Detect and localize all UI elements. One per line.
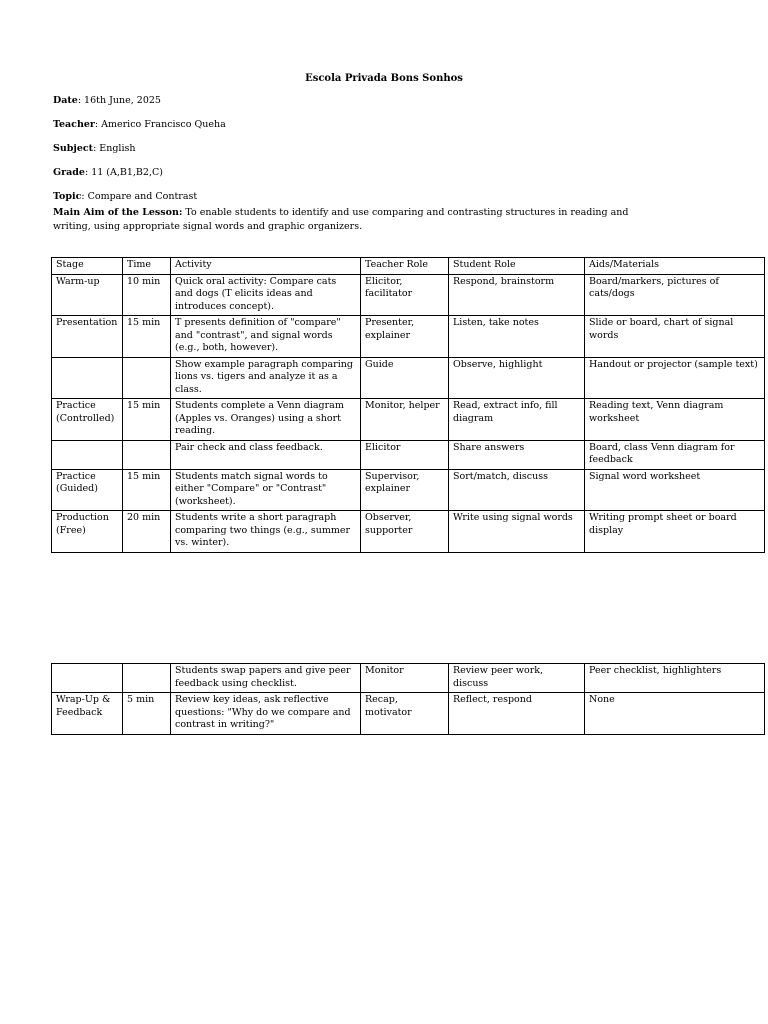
cell-stage: Practice (Controlled) bbox=[52, 399, 123, 441]
date-label: Date bbox=[53, 95, 78, 106]
cell-aids: Reading text, Venn diagram worksheet bbox=[585, 399, 765, 441]
table-row bbox=[52, 357, 765, 399]
teacher-value: : Americo Francisco Queha bbox=[94, 119, 226, 130]
cell-stage: Stage bbox=[52, 258, 123, 275]
cell-stage: Wrap-Up & Feedback bbox=[52, 693, 123, 735]
grade-value: : 11 (A,B1,B2,C) bbox=[84, 167, 163, 178]
cell-time: 15 min bbox=[123, 316, 171, 358]
cell-teacher-role: Guide bbox=[361, 357, 449, 399]
cell-teacher-role: Elicitor, facilitator bbox=[361, 274, 449, 316]
cell-activity: Show example paragraph comparing lions vs. tigers and analyze it as a class. bbox=[171, 357, 361, 399]
table-row bbox=[52, 440, 765, 469]
date-value: : 16th June, 2025 bbox=[77, 95, 161, 106]
cell-teacher-role: Teacher Role bbox=[361, 258, 449, 275]
cell-student-role: Student Role bbox=[449, 258, 585, 275]
table-row bbox=[52, 469, 765, 511]
cell-student-role: Sort/match, discuss bbox=[449, 469, 585, 511]
cell-student-role: Reflect, respond bbox=[449, 693, 585, 735]
table-row bbox=[52, 664, 765, 693]
aim-label: Main Aim of the Lesson: bbox=[53, 207, 183, 218]
cell-aids: Aids/Materials bbox=[585, 258, 765, 275]
topic-field bbox=[53, 191, 197, 203]
cell-teacher-role: Recap, motivator bbox=[361, 693, 449, 735]
table-row bbox=[52, 511, 765, 553]
topic-label: Topic bbox=[53, 191, 82, 202]
cell-aids: Signal word worksheet bbox=[585, 469, 765, 511]
cell-student-role: Listen, take notes bbox=[449, 316, 585, 358]
cell-stage bbox=[52, 357, 123, 399]
cell-aids: Writing prompt sheet or board display bbox=[585, 511, 765, 553]
subject-field bbox=[53, 143, 136, 155]
cell-stage: Warm-up bbox=[52, 274, 123, 316]
cell-teacher-role: Presenter, explainer bbox=[361, 316, 449, 358]
table-row bbox=[52, 274, 765, 316]
cell-student-role: Review peer work, discuss bbox=[449, 664, 585, 693]
cell-student-role: Read, extract info, fill diagram bbox=[449, 399, 585, 441]
cell-teacher-role: Elicitor bbox=[361, 440, 449, 469]
cell-teacher-role: Supervisor, explainer bbox=[361, 469, 449, 511]
teacher-label: Teacher bbox=[53, 119, 95, 130]
cell-teacher-role: Observer, supporter bbox=[361, 511, 449, 553]
main-aim bbox=[53, 206, 653, 234]
cell-teacher-role: Monitor, helper bbox=[361, 399, 449, 441]
cell-aids: Board, class Venn diagram for feedback bbox=[585, 440, 765, 469]
cell-time bbox=[123, 664, 171, 693]
cell-student-role: Respond, brainstorm bbox=[449, 274, 585, 316]
lesson-plan-table bbox=[51, 257, 765, 553]
cell-activity: Students swap papers and give peer feedback using checklist. bbox=[171, 664, 361, 693]
cell-activity: Quick oral activity: Compare cats and dogs (T elicits ideas and introduces concept). bbox=[171, 274, 361, 316]
subject-label: Subject bbox=[53, 143, 94, 154]
cell-stage bbox=[52, 440, 123, 469]
cell-time: 20 min bbox=[123, 511, 171, 553]
date-field bbox=[53, 95, 161, 107]
cell-activity: Activity bbox=[171, 258, 361, 275]
cell-activity: Students complete a Venn diagram (Apples vs. Oranges) using a short reading. bbox=[171, 399, 361, 441]
grade-field bbox=[53, 167, 163, 179]
grade-label: Grade bbox=[53, 167, 85, 178]
cell-aids: Board/markers, pictures of cats/dogs bbox=[585, 274, 765, 316]
cell-aids: Handout or projector (sample text) bbox=[585, 357, 765, 399]
table-row bbox=[52, 399, 765, 441]
cell-activity: Students match signal words to either "Compare" or "Contrast" (worksheet). bbox=[171, 469, 361, 511]
cell-stage bbox=[52, 664, 123, 693]
cell-aids: Slide or board, chart of signal words bbox=[585, 316, 765, 358]
cell-aids: Peer checklist, highlighters bbox=[585, 664, 765, 693]
cell-student-role: Observe, highlight bbox=[449, 357, 585, 399]
aim-value: To enable students to identify and use comparing and contrasting structures in reading and writing, using appropriate signal words and graphic organizers. bbox=[53, 207, 629, 232]
table-row bbox=[52, 316, 765, 358]
cell-time: Time bbox=[123, 258, 171, 275]
page-title: Escola Privada Bons Sonhos bbox=[305, 73, 463, 84]
cell-time bbox=[123, 440, 171, 469]
cell-time: 5 min bbox=[123, 693, 171, 735]
lesson-plan-table-continued bbox=[51, 663, 765, 735]
cell-student-role: Share answers bbox=[449, 440, 585, 469]
cell-activity: T presents definition of "compare" and "contrast", and signal words (e.g., both, however). bbox=[171, 316, 361, 358]
teacher-field bbox=[53, 119, 226, 131]
cell-activity: Review key ideas, ask reflective questions: "Why do we compare and contrast in writing?" bbox=[171, 693, 361, 735]
cell-activity: Pair check and class feedback. bbox=[171, 440, 361, 469]
topic-value: : Compare and Contrast bbox=[81, 191, 198, 202]
cell-time: 15 min bbox=[123, 399, 171, 441]
cell-teacher-role: Monitor bbox=[361, 664, 449, 693]
table-row bbox=[52, 693, 765, 735]
cell-student-role: Write using signal words bbox=[449, 511, 585, 553]
cell-stage: Presentation bbox=[52, 316, 123, 358]
subject-value: : English bbox=[93, 143, 136, 154]
cell-stage: Practice (Guided) bbox=[52, 469, 123, 511]
cell-aids: None bbox=[585, 693, 765, 735]
cell-time: 15 min bbox=[123, 469, 171, 511]
cell-activity: Students write a short paragraph comparing two things (e.g., summer vs. winter). bbox=[171, 511, 361, 553]
cell-time: 10 min bbox=[123, 274, 171, 316]
cell-stage: Production (Free) bbox=[52, 511, 123, 553]
cell-time bbox=[123, 357, 171, 399]
table-header-row bbox=[52, 258, 765, 275]
